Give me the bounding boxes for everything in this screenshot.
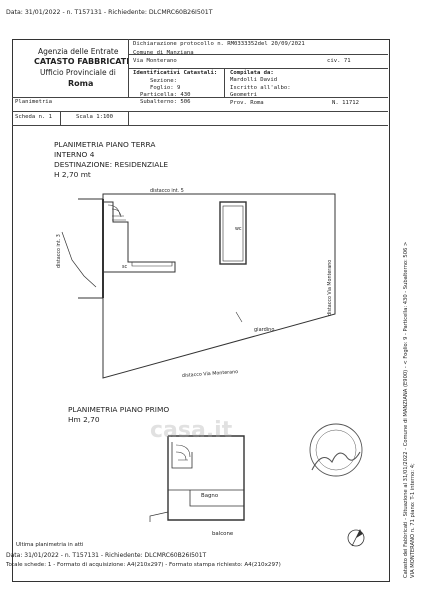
distacco-top: distacco int. 5	[150, 189, 184, 194]
compilata-label: Compilata da:	[230, 70, 274, 76]
sezione: Sezione:	[150, 78, 177, 84]
header-date-line: Data: 31/01/2022 - n. T157131 - Richiedente: DLCMRC60B26I501T	[6, 9, 213, 16]
agency-name: Agenzia delle Entrate	[38, 47, 119, 56]
scala-label: Scala 1:100	[76, 114, 114, 120]
distacco-left: distacco int. 3	[57, 234, 62, 268]
sc-label: sc	[122, 265, 128, 270]
agency-office: Ufficio Provinciale di	[40, 68, 116, 77]
footer-date-line: Data: 31/01/2022 - n. T157131 - Richiedente: DLCMRC60B26I501T	[6, 552, 207, 559]
comune-line: Comune di Manziana	[133, 50, 194, 56]
footer-totale: Totale schede: 1 - Formato di acquisizione: A4(210x297) - Formato stampa richiesto: A4(210x297)	[6, 562, 281, 568]
floor1-title: PLANIMETRIA PIANO TERRA	[54, 140, 156, 149]
declaration-line: Dichiarazione protocollo n. RM0333352del 20/09/2021	[133, 41, 305, 47]
planimetria-label: Planimetria	[15, 99, 53, 105]
stair-symbol-upper	[176, 445, 190, 460]
wc-label: wc	[235, 227, 242, 232]
floor1-destinazione: DESTINAZIONE: RESIDENZIALE	[54, 160, 169, 169]
particella: Particella: 430	[140, 92, 191, 98]
wc-room	[220, 202, 246, 264]
bagno-label: Bagno	[201, 493, 219, 499]
civico: civ. 71	[327, 58, 351, 64]
scheda-label: Scheda n. 1	[15, 114, 53, 120]
agency-catasto: CATASTO FABBRICATI	[34, 57, 130, 66]
balcone-label: balcone	[212, 531, 234, 537]
side-caption-address: VIA MONTERANO n. 71 piano: T-1 interno: 4;	[410, 463, 416, 578]
via-line: Via Monterano	[133, 58, 177, 64]
foglio: Foglio: 9	[150, 85, 181, 91]
agency-city: Roma	[68, 79, 94, 88]
distacco-bottom: distacco Via Monterano	[181, 370, 239, 379]
stair-symbol	[108, 205, 126, 220]
north-arrow-symbol	[348, 530, 364, 546]
watermark-logo: casa.it	[150, 418, 233, 443]
floor1-interno: INTERNO 4	[54, 150, 95, 159]
distacco-right: distacco Via Monterano	[328, 259, 333, 316]
floor1-height: H 2,70 mt	[54, 170, 91, 179]
provincia: Prov. Roma	[230, 100, 264, 106]
floor2-height: Hm 2,70	[68, 415, 100, 424]
floor2-outline	[168, 436, 244, 520]
iscritto-label: Iscritto all'albo:	[230, 85, 291, 91]
subalterno: Subalterno: 506	[140, 99, 191, 105]
footer-ultima: Ultima planimetria in atti	[16, 542, 84, 548]
albo-numero: N. 11712	[332, 100, 359, 106]
albo: Geometri	[230, 92, 257, 98]
giardino-label: giardino	[254, 327, 275, 333]
ident-title: Identificativi Catastali:	[133, 70, 218, 76]
floor2-title: PLANIMETRIA PIANO PRIMO	[68, 405, 170, 414]
side-caption: Catasto dei Fabbricati - Situazione al 31/01/2022 - Comune di MANZIANA (E900) - < Foglio: 9 - Particella: 430 - Subalterno: 506 >	[403, 241, 409, 578]
compilatore: Mardolli David	[230, 77, 278, 83]
stamp-seal	[310, 424, 362, 476]
